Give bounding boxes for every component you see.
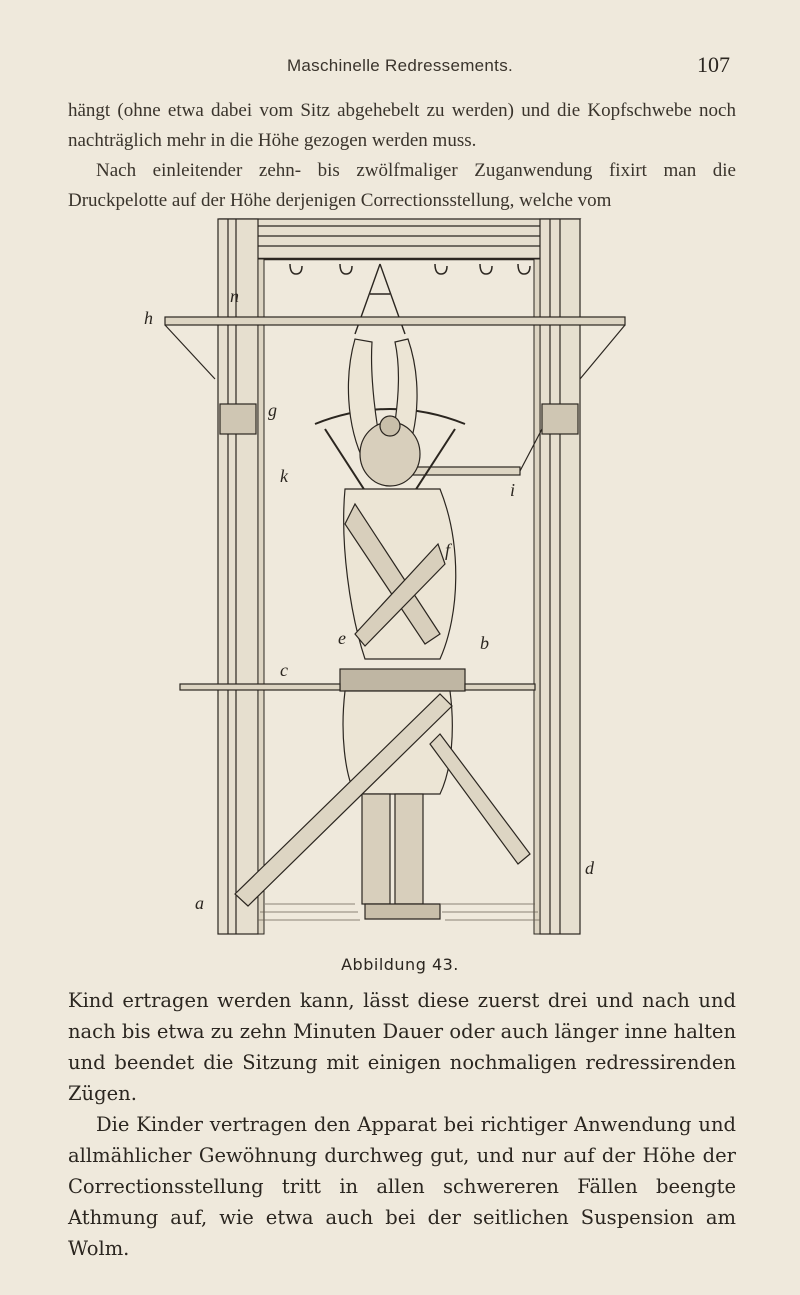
label-n: n [230,286,239,306]
frame-left-post [218,219,258,934]
label-d: d [585,858,594,878]
label-k: k [280,466,288,486]
running-title: Maschinelle Redressements. [286,56,514,75]
page-number: 107 [697,52,730,77]
label-i: i [510,480,516,500]
text-block-bottom [68,985,736,1264]
paragraph: Die Kinder vertragen den Apparat bei richtiger Anwendung und allmählicher Gewöhnung durchweg gut, und nur auf der Höhe der Correctionsstellung tritt in allen schwereren Fällen beengte Athmung auf, wie etwa auch bei der seitlichen Suspension am Wolm. [68,1113,736,1260]
label-a: a [195,893,204,913]
redressement-apparatus-drawing [140,214,640,944]
frame-right-post [540,219,580,934]
paragraph: Nach einleitender zehn- bis zwölfmaliger Zuganwendung fixirt man die Druckpelotte auf der Höhe derjenigen Correctionsstellung, welche vom [68,160,736,211]
child-figure [340,339,465,919]
top-hooks [290,264,530,274]
label-h: h [144,308,153,328]
label-e: e [338,628,346,648]
paragraph: Kind ertragen werden kann, lässt diese zuerst drei und nach und nach bis etwa zu zehn Minuten Dauer oder auch länger inne halten und beendet die Sitzung mit einigen nochmaligen redressirenden Zügen. [68,989,736,1105]
text-block-top [68,96,736,216]
figure-illustration [140,214,640,944]
label-f: f [445,540,451,560]
page-header [0,52,800,84]
frame-top-beam [220,219,580,259]
label-g: g [268,400,277,420]
label-b: b [480,633,489,653]
paragraph: hängt (ohne etwa dabei vom Sitz abgehebelt zu werden) und die Kopfschwebe noch nachträglich mehr in die Höhe gezogen werden muss. [68,100,736,151]
figure-caption: Abbildung 43. [341,955,459,974]
label-c: c [280,660,288,680]
